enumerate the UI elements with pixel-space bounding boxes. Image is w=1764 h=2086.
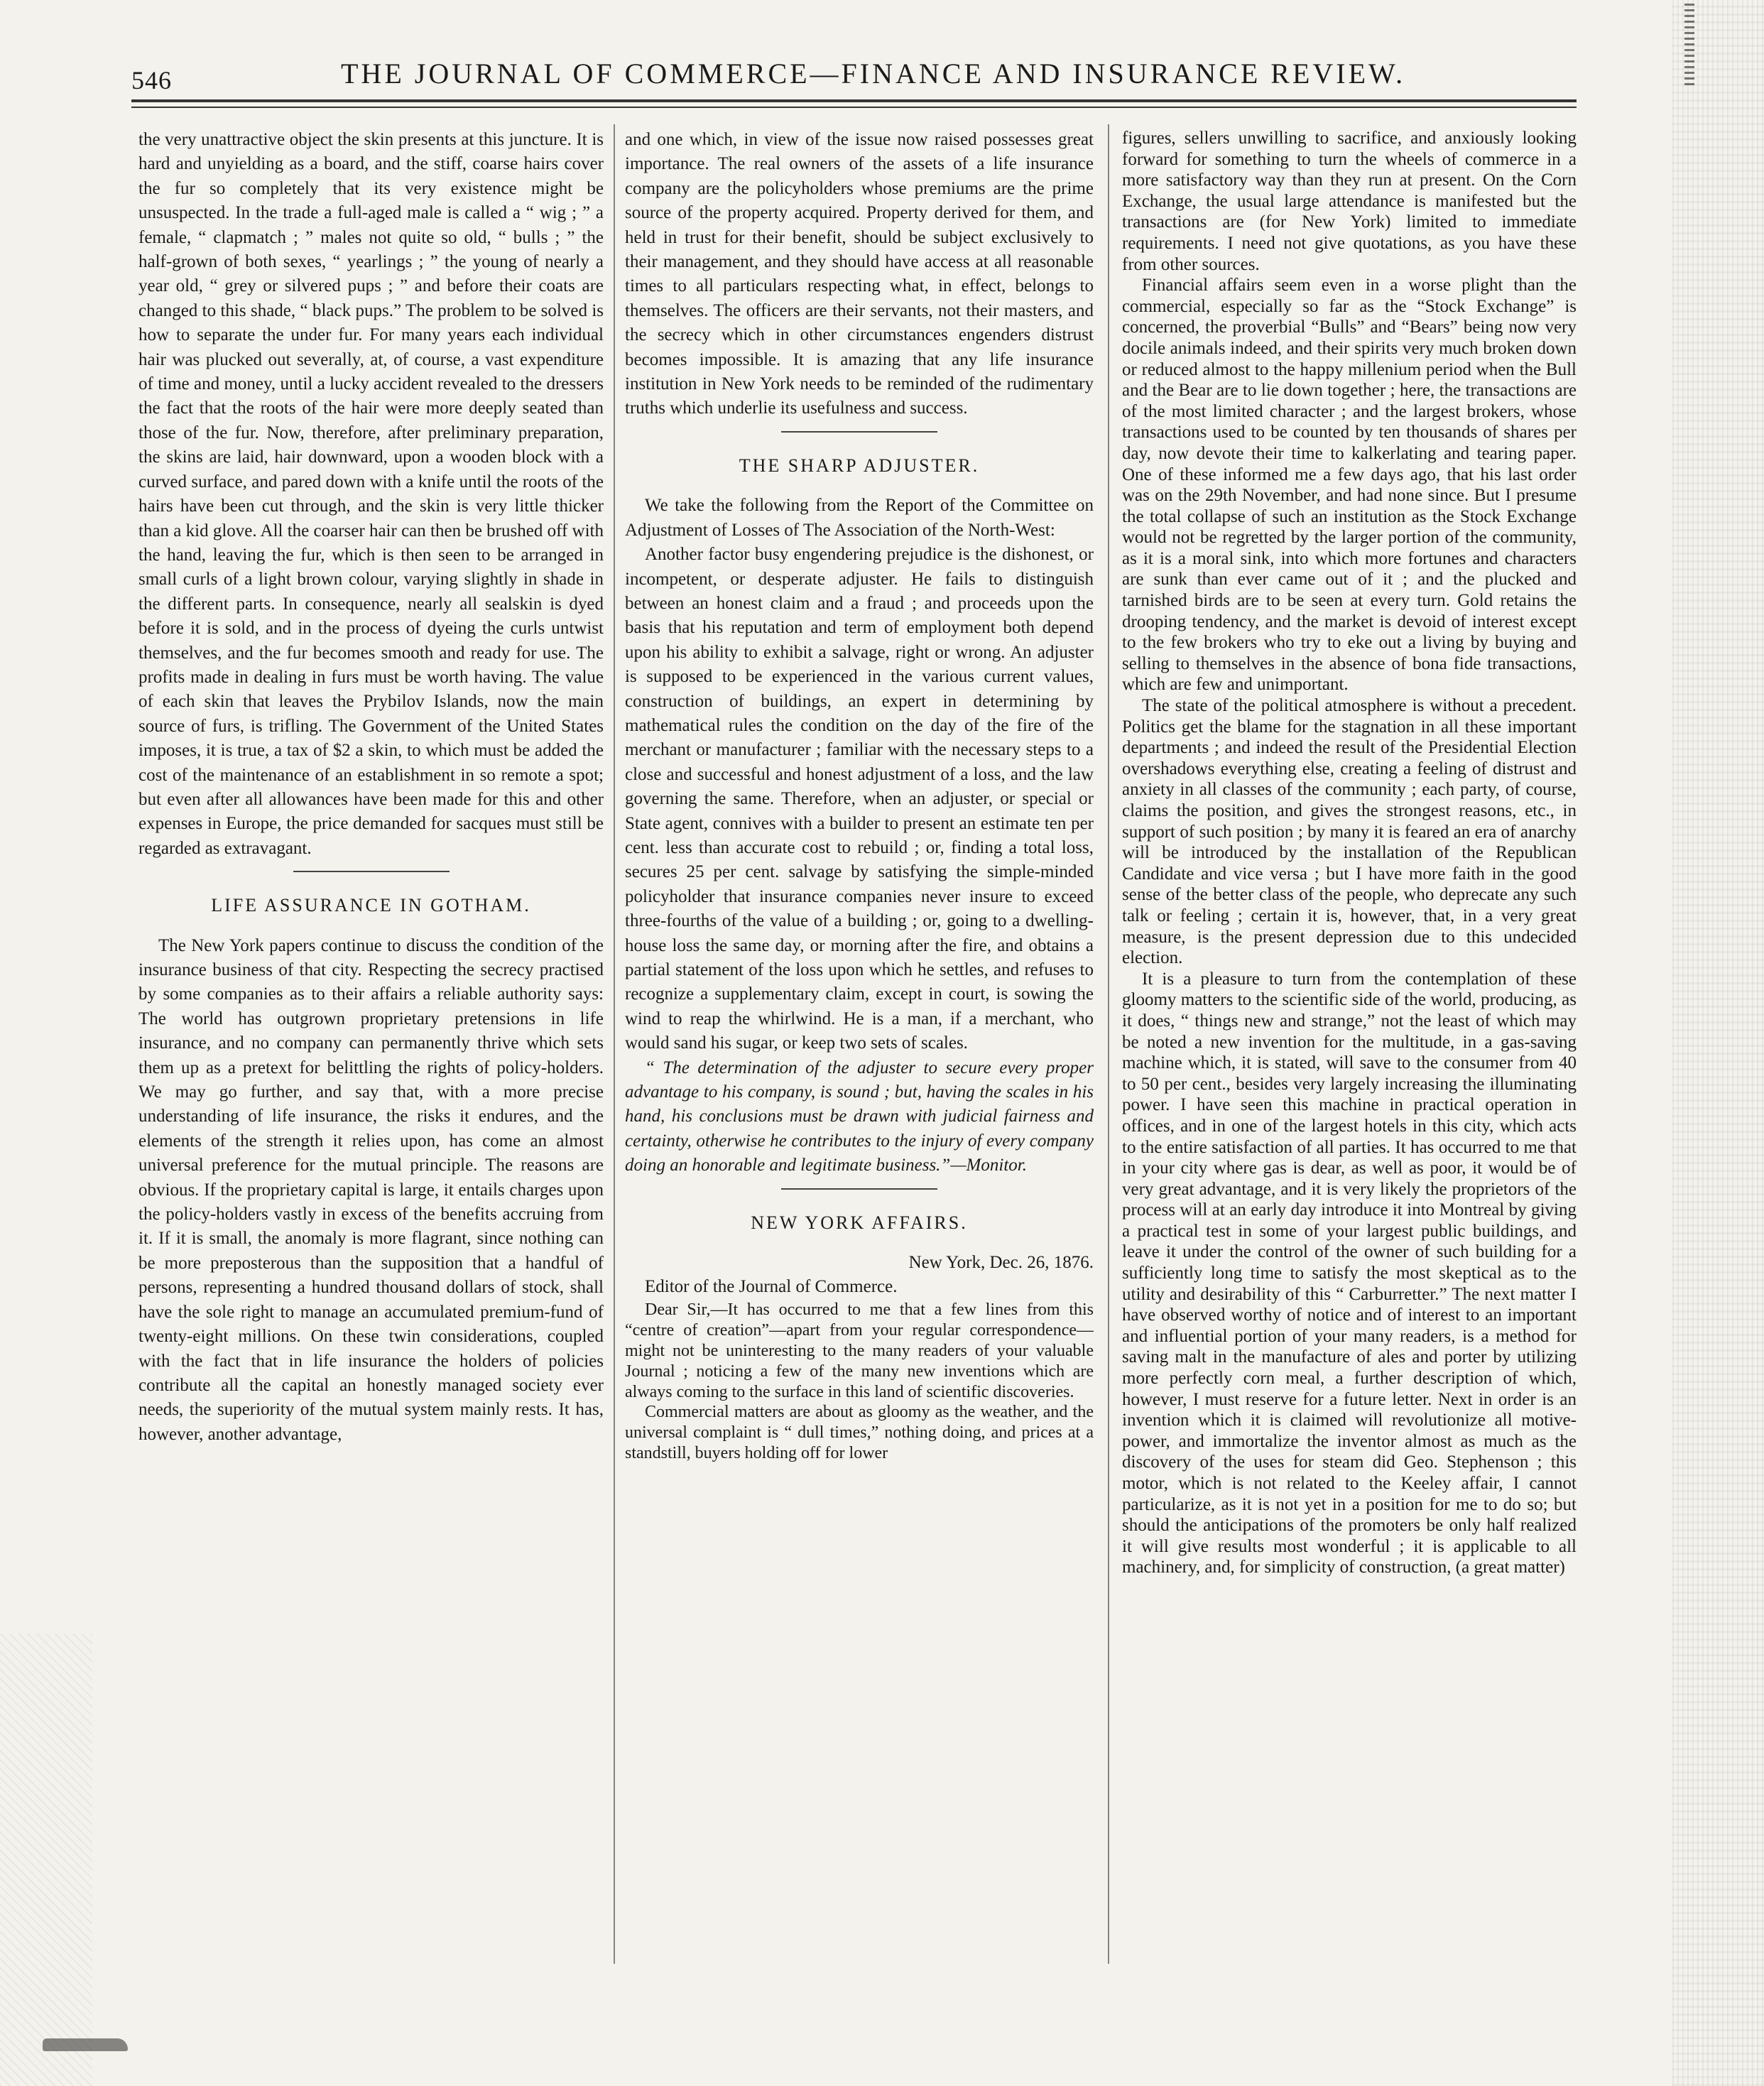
header-rule-thin	[131, 107, 1577, 108]
adjuster-intro: We take the following from the Report of the Committee on Adjustment of Losses of The Association of the North-West:	[625, 496, 1094, 540]
column-divider	[1108, 124, 1109, 1964]
ink-blot	[43, 2038, 128, 2051]
ny-affairs-continuation: figures, sellers unwilling to sacrifice, and anxiously looking forward for something to turn the wheels of commerce in a more satisfactory way than they run at present. On the Corn Exchange, the usual large attendance is manifested but the transactions are (for New York) limited to immediate requirements. I need not give quotations, as you have these from other sources.	[1122, 129, 1577, 274]
section-separator	[781, 431, 937, 433]
adjuster-quote: “ The determination of the adjuster to secure every proper advantage to his company, is sound ; but, having the scales in his hand, his conclusions must be drawn with judicial fairness and certainty, otherwise he contributes to the injury of every company doing an honorable and legitimate business.”—Monitor.	[625, 1058, 1094, 1175]
heading-sharp-adjuster: THE SHARP ADJUSTER.	[739, 455, 980, 476]
commercial-matters: Commercial matters are about as gloomy as the weather, and the universal complaint is “ dull times,” nothing doing, and prices at a standstill, buyers holding off for lower	[625, 1403, 1094, 1463]
fur-article-continuation: the very unattractive object the skin presents at this juncture. It is hard and unyielding as a board, and the stiff, coarse hairs cover the fur so completely that its very existence might be unsuspected. In the trade a full-aged male is called a “ wig ; ” a female, “ clapmatch ; ” males not quite so old, “ bulls ; ” the half-grown of both sexes, “ yearlings ; ” the young of nearly a year old, “ grey or silvered pups ; ” and before their coats are changed to this shade, “ black pups.” The problem to be solved is how to separate the under fur. For many years each individual hair was plucked out severally, at, of course, a vast expenditure of time and money, until a lucky accident revealed to the dressers the fact that the roots of the hair were more deeply seated than those of the fur. Now, therefore, after preliminary preparation, the skins are laid, hair downward, upon a wooden block with a curved surface, and pared down with a knife until the roots of the hairs have been cut through, and the skin is very little thicker than a kid glove. All the coarser hair can then be brushed off with the hand, leaving the fur, which is then seen to be arranged in small curls of a light brown colour, varying slightly in shade in the different parts. In consequence, nearly all sealskin is dyed before it is sold, and in the process of dyeing the curls untwist themselves, and the fur becomes smooth and ready for use. The profits made in dealing in furs must be worth having. The value of each skin that leaves the Prybilov Islands, now the main source of furs, is trifling. The Government of the United States imposes, it is true, a tax of $2 a skin, to which must be added the cost of the maintenance of an establishment in so remote a spot; but even after all allowances have been made for this and other expenses in Europe, the price demanded for sacques must still be regarded as extravagant.	[138, 130, 604, 858]
column-1	[138, 128, 604, 1953]
life-assurance-paragraph: The New York papers continue to discuss the condition of the insurance business of that city. Respecting the secrecy practised by some companies as to their affairs a reliable authority says: The world has outgrown proprietary pretensions in life insurance, and no company can permanently thrive which sets them up as a pretext for belittling the rights of policy-holders. We may go further, and say that, with a more precise understanding of life insurance, the risks it endures, and the elements of the strength it relies upon, has come an almost universal preference for the mutual principle. The reasons are obvious. If the proprietary capital is large, it entails charges upon the policy-holders vastly in excess of the benefits accruing from it. If it is small, the anomaly is more flagrant, since nothing can be more preposterous than the supposition that a handful of persons, representing a hundred thousand dollars of stock, shall have the sole right to manage an accumulated premium-fund of twenty-eight millions. On these twin considerations, coupled with the fact that in life insurance the holders of policies contribute all the capital an honestly managed society ever needs, the superiority of the mutual system mainly rests. It has, however, another advantage,	[138, 935, 604, 1444]
letter-opening: Dear Sir,—It has occurred to me that a few lines from this “centre of creation”—apart from your regular correspondence—might not be uninteresting to the many readers of your valuable Journal ; noticing a few of the many new inventions which are always coming to the surface in this land of scientific discoveries.	[625, 1300, 1094, 1401]
page-number: 546	[131, 66, 172, 94]
section-separator	[293, 871, 450, 872]
page-edge-speckle	[1672, 0, 1764, 2086]
editor-salutation: Editor of the Journal of Commerce.	[645, 1277, 898, 1297]
dateline: New York, Dec. 26, 1876.	[908, 1253, 1094, 1273]
heading-life-assurance: LIFE ASSURANCE IN GOTHAM.	[211, 895, 531, 916]
header-rule	[131, 99, 1577, 102]
column-3	[1122, 128, 1577, 1953]
inventions: It is a pleasure to turn from the contemplation of these gloomy matters to the scientific side of the world, producing, as it does, “ things new and strange,” not the least of which may be noted a new invention for the multitude, in a gas-saving machine which, it is stated, will save to the consumer from 40 to 50 per cent., besides very largely increasing the illuminating power. I have seen this machine in practical operation in offices, and in one of the largest hotels in this city, which acts to the entire satisfaction of all parties. It has occurred to me that in your city where gas is dear, as well as poor, it would be of very great advantage, and it is very likely the proprietors of the process will at an early day introduce it into Montreal by giving a practical test in some of your largest public buildings, and leave it under the control of the owner of such building for a sufficiently long time to satisfy the most skeptical as to the utility and desirability of this “ Carburretter.” The next matter I have observed worthy of notice and of interest to an important and influential portion of your many readers, is a method for saving malt in the manufacture of ales and porter by utilizing more perfectly corn meal, a further description of which, however, I must reserve for a future letter. Next in order is an invention which it is claimed will revolutionize all motive-power, and immortalize the inventor almost as much as the discovery of the uses for steam did Geo. Stephenson ; this motor, which is not related to the Keeley affair, I cannot particularize, as it is not yet in a position for me to do so; but should the anticipations of the promoters be only half realized it will give results most wonderful ; it is applicable to all machinery, and, for simplicity of construction, (a great matter)	[1122, 969, 1577, 1577]
running-head: THE JOURNAL OF COMMERCE—FINANCE AND INSURANCE REVIEW.	[341, 58, 1406, 89]
life-assurance-continuation: and one which, in view of the issue now raised possesses great importance. The real owners of the assets of a life insurance company are the policyholders whose premiums are the prime source of the property acquired. Property derived for them, and held in trust for their benefit, should be subject exclusively to their management, and they should have access at all reasonable times to all particulars respecting what, in effect, belongs to themselves. The officers are their servants, not their masters, and the secrecy which in other circumstances engenders distrust becomes impossible. It is amazing that any life insurance institution in New York needs to be reminded of the rudimentary truths which underlie its usefulness and success.	[625, 130, 1094, 418]
binding-mark	[1684, 0, 1694, 85]
adjuster-paragraph: Another factor busy engendering prejudice is the dishonest, or incompetent, or desperate adjuster. He fails to distinguish between an honest claim and a fraud ; and proceeds upon the basis that his reputation and term of employment both depend upon his ability to exhibit a salvage, right or wrong. An adjuster is supposed to be experienced in the various current values, construction of buildings, an expert in determining by mathematical rules the condition on the day of the fire of the merchant or manufacturer ; familiar with the necessary steps to a close and successful and honest adjustment of a loss, and the law governing the same. Therefore, when an adjuster, or special or State agent, connives with a builder to present an estimate ten per cent. less than accurate cost to rebuild ; or, finding a total loss, secures 25 per cent. salvage by satisfying the simple-minded policyholder that insurance companies never insure to exceed three-fourths of the value of a building ; or, going to a dwelling-house loss the same day, or morning after the fire, and obtains a partial statement of the loss upon which he settles, and refuses to recognize a supplementary claim, except in court, is sowing the wind to reap the whirlwind. He is a man, if a merchant, who would sand his sugar, or keep two sets of scales.	[625, 545, 1094, 1053]
scan-noise	[0, 1634, 92, 2086]
section-separator	[781, 1188, 937, 1190]
column-2	[625, 128, 1094, 1953]
political-atmosphere: The state of the political atmosphere is without a precedent. Politics get the blame for the stagnation in all these important departments ; and indeed the result of the Presidential Election overshadows everything else, creating a feeling of distrust and anxiety in all classes of the community ; each party, of course, claims the position, and gives the strongest reasons, etc., in support of such position ; by many it is feared an era of anarchy will be introduced by the installation of the Republican Candidate and vice versa ; but I have more faith in the good sense of the better class of the people, who deprecate any such talk or feeling ; certain it is, however, that, in a very great measure, is the present depression due to this undecided election.	[1122, 696, 1577, 968]
heading-new-york-affairs: NEW YORK AFFAIRS.	[751, 1212, 968, 1233]
column-divider	[614, 124, 615, 1964]
financial-affairs: Financial affairs seem even in a worse plight than the commercial, especially so far as the “Stock Exchange” is concerned, the proverbial “Bulls” and “Bears” being now very docile animals indeed, and their spirits very much broken down or reduced almost to the happy millenium period when the Bull and the Bear are to lie down together ; here, the transactions are of the most limited character ; and the largest brokers, whose transactions used to be counted by ten thousands of shares per day, now devote their time to kalkerlating and tearing paper. One of these informed me a few days ago, that his last order was on the 29th November, and had none since. But I presume the total collapse of such an institution as the Stock Exchange would not be regretted by the larger portion of the community, as it is a moral sink, into which more fortunes and characters are sunk than ever came out of it ; and the plucked and tarnished birds are to be seen at every turn. Gold retains the drooping tendency, and the market is devoid of interest except to the few brokers who try to eke out a living by buying and selling to themselves in the absence of bona fide transactions, which are few and unimportant.	[1122, 276, 1577, 695]
